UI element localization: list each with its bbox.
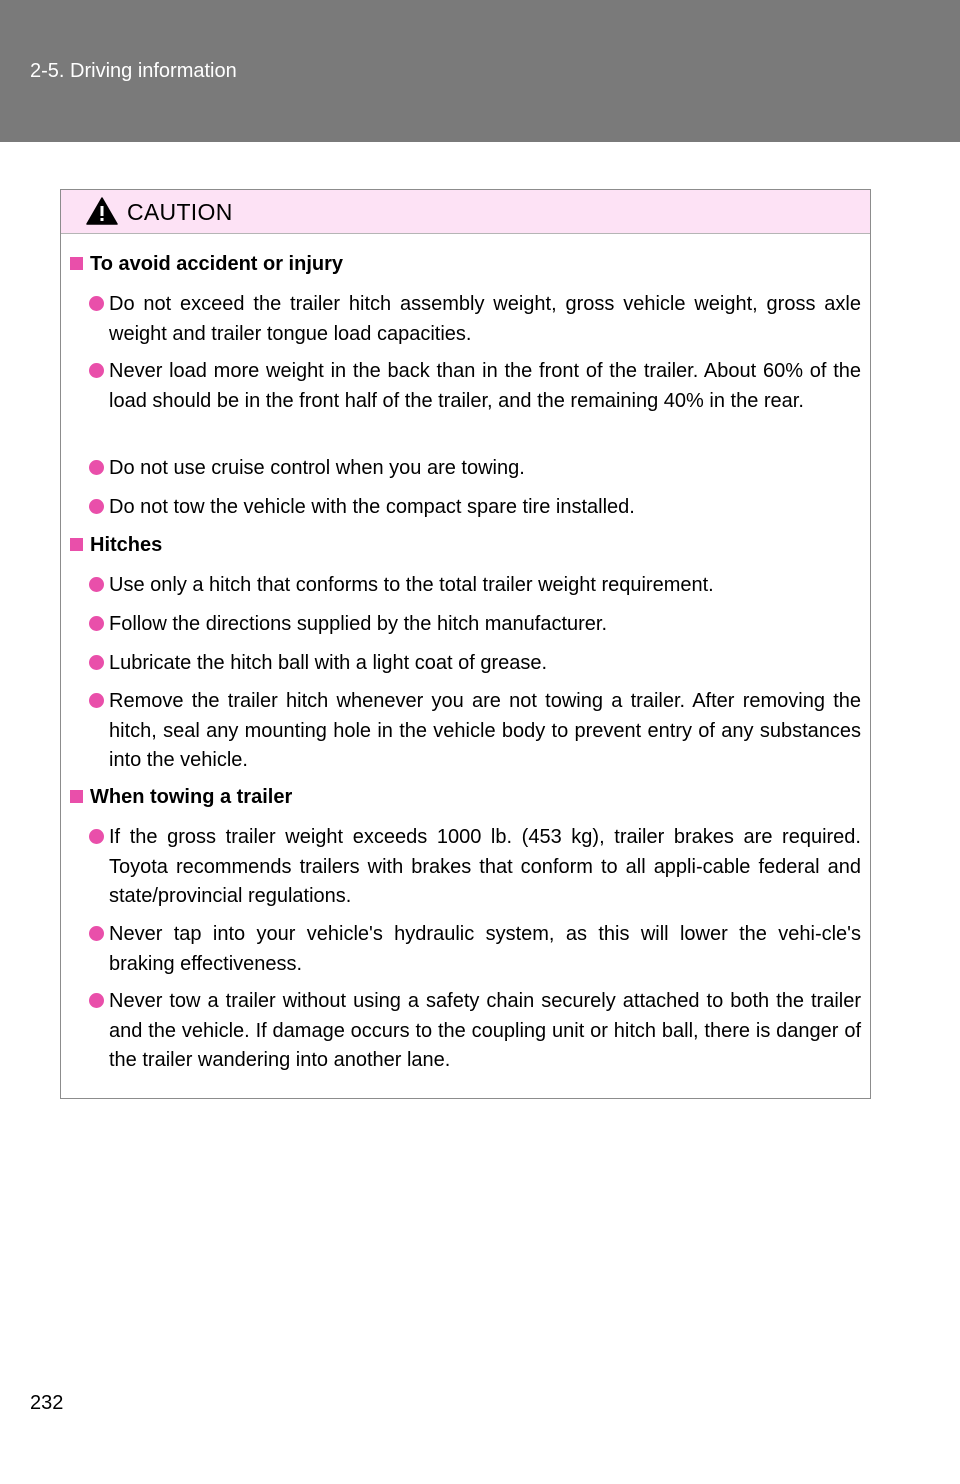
list-item — [89, 454, 861, 484]
circle-bullet-icon — [89, 693, 104, 708]
list-item-text: Do not use cruise control when you are towing. — [109, 457, 525, 479]
square-bullet-icon — [70, 538, 83, 551]
list-item — [89, 571, 861, 601]
list-item-text: Never tow a trailer without using a safety chain securely attached to both the trailer and the vehicle. If damage occurs to the coupling unit or hitch ball, there is danger of the trailer wandering into another lane. — [109, 990, 861, 1071]
section-heading-text: To avoid accident or injury — [90, 253, 344, 275]
circle-bullet-icon — [89, 926, 104, 941]
list-item-text: Lubricate the hitch ball with a light coat of grease. — [109, 652, 548, 674]
square-bullet-icon — [70, 257, 83, 270]
caution-box — [60, 189, 871, 1099]
circle-bullet-icon — [89, 363, 104, 378]
section-heading-hitches — [70, 534, 162, 557]
list-item-text: Do not tow the vehicle with the compact spare tire installed. — [109, 496, 635, 518]
list-item-text: Remove the trailer hitch whenever you are not towing a trailer. After removing the hitch, seal any mounting hole in the vehicle body to prevent entry of any substances into the vehicle. — [109, 690, 861, 771]
circle-bullet-icon — [89, 460, 104, 475]
caution-title: CAUTION — [127, 199, 233, 225]
list-item — [89, 687, 861, 776]
list-item — [89, 987, 861, 1076]
page-number: 232 — [30, 1392, 64, 1414]
header-band — [0, 0, 960, 142]
list-item — [89, 649, 861, 679]
list-item-text: If the gross trailer weight exceeds 1000 lb. (453 kg), trailer brakes are required. Toyota recommends trailers with brakes that conform to all appli-cable federal and state/provincial regulations. — [109, 826, 861, 907]
list-item-text: Never tap into your vehicle's hydraulic system, as this will lower the vehi-cle's braking effectiveness. — [109, 923, 861, 975]
list-item-text: Follow the directions supplied by the hitch manufacturer. — [109, 613, 608, 635]
circle-bullet-icon — [89, 577, 104, 592]
section-heading-text: Hitches — [90, 534, 163, 556]
warning-triangle-icon — [86, 197, 118, 225]
list-item — [89, 823, 861, 912]
list-item — [89, 290, 861, 349]
circle-bullet-icon — [89, 616, 104, 631]
list-item — [89, 493, 861, 523]
list-item-text: Do not exceed the trailer hitch assembly weight, gross vehicle weight, gross axle weight and trailer tongue load capacities. — [109, 293, 861, 345]
list-item — [89, 610, 861, 640]
circle-bullet-icon — [89, 655, 104, 670]
caution-header — [61, 190, 870, 234]
square-bullet-icon — [70, 790, 83, 803]
list-item — [89, 357, 861, 416]
section-heading-text: When towing a trailer — [90, 786, 293, 808]
circle-bullet-icon — [89, 993, 104, 1008]
list-item-text: Never load more weight in the back than in the front of the trailer. About 60% of the load should be in the front half of the trailer, and the remaining 40% in the rear. — [109, 360, 861, 412]
section-heading-towing — [70, 786, 292, 809]
circle-bullet-icon — [89, 829, 104, 844]
list-item-text: Use only a hitch that conforms to the total trailer weight requirement. — [109, 574, 714, 596]
circle-bullet-icon — [89, 499, 104, 514]
list-item — [89, 920, 861, 979]
circle-bullet-icon — [89, 296, 104, 311]
section-title: 2-5. Driving information — [30, 60, 237, 82]
section-heading-avoid-accident — [70, 253, 343, 276]
